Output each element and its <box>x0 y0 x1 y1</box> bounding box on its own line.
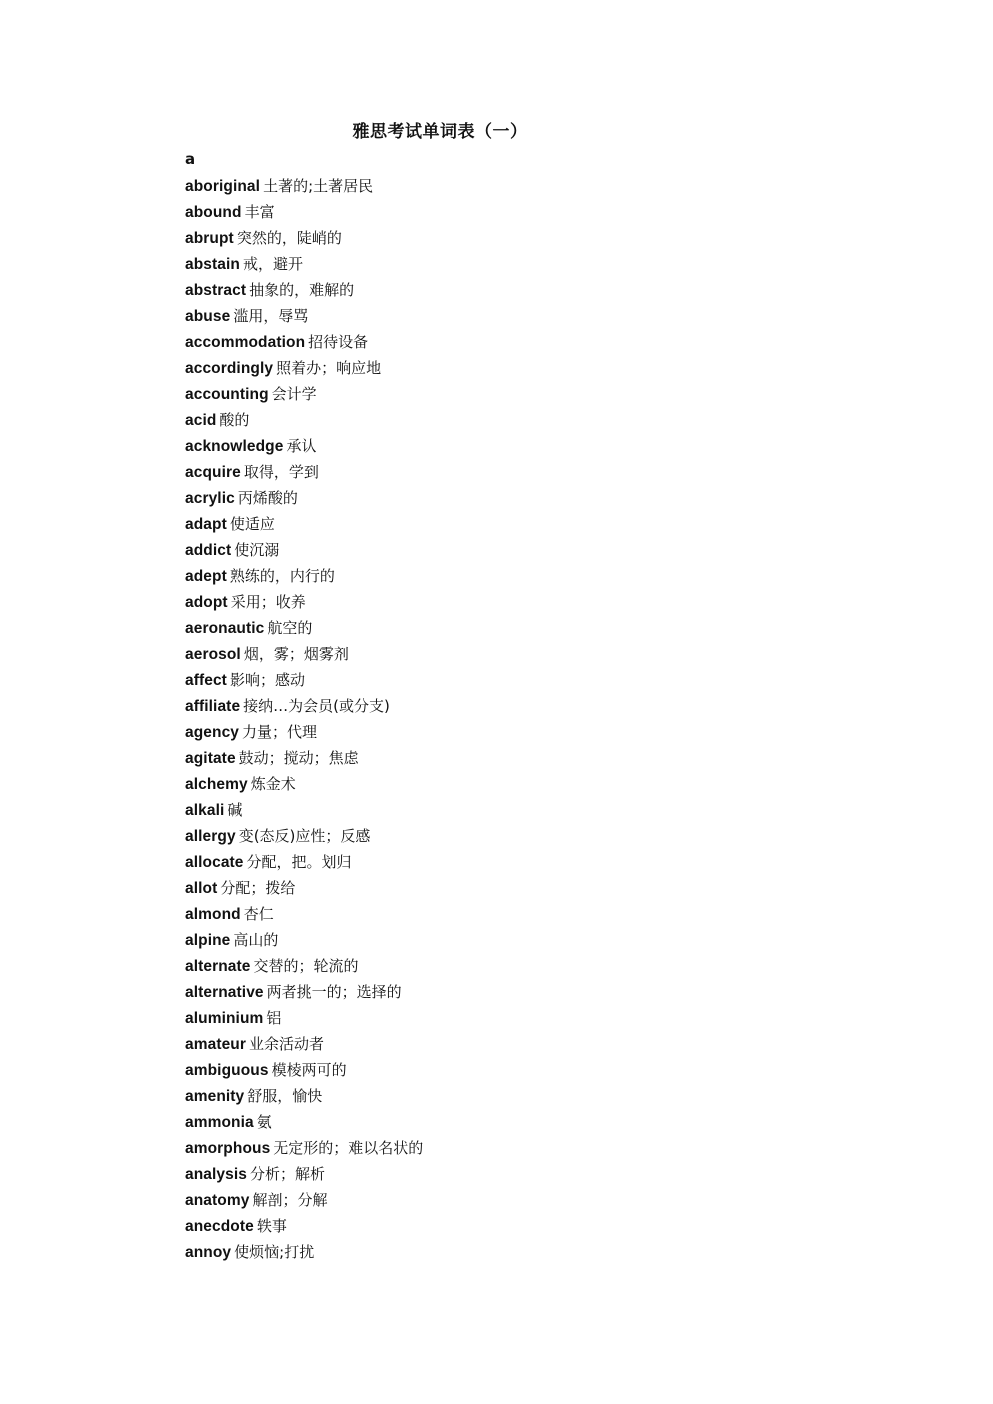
chinese-meaning: 取得，学到 <box>243 463 319 481</box>
vocabulary-entry <box>185 720 423 746</box>
chinese-meaning: 高山的 <box>233 931 279 949</box>
chinese-meaning: 分配；拨给 <box>220 879 296 897</box>
vocabulary-entry <box>185 538 423 564</box>
vocabulary-entry <box>185 1240 423 1266</box>
vocabulary-entry <box>185 902 423 928</box>
vocabulary-entry <box>185 1032 423 1058</box>
vocabulary-entry <box>185 1058 423 1084</box>
headword: amenity <box>185 1088 245 1105</box>
vocabulary-entry <box>185 512 423 538</box>
headword: addict <box>185 542 232 559</box>
vocabulary-entry <box>185 824 423 850</box>
headword: allocate <box>185 854 244 871</box>
headword: adapt <box>185 516 227 533</box>
vocabulary-entry <box>185 668 423 694</box>
chinese-meaning: 酸的 <box>219 411 250 429</box>
vocabulary-entry <box>185 1136 423 1162</box>
headword: allot <box>185 880 218 897</box>
vocabulary-entry <box>185 954 423 980</box>
headword: adopt <box>185 594 228 611</box>
vocabulary-entry <box>185 850 423 876</box>
headword: accommodation <box>185 334 306 351</box>
chinese-meaning: 轶事 <box>256 1217 287 1235</box>
headword: amateur <box>185 1036 247 1053</box>
headword: anatomy <box>185 1192 250 1209</box>
headword: affiliate <box>185 698 241 715</box>
chinese-meaning: 解剖；分解 <box>252 1191 328 1209</box>
chinese-meaning: 使沉溺 <box>234 541 280 559</box>
vocabulary-entry <box>185 304 423 330</box>
headword: alkali <box>185 802 225 819</box>
chinese-meaning: 丙烯酸的 <box>237 489 298 507</box>
chinese-meaning: 力量；代理 <box>242 723 318 741</box>
headword: anecdote <box>185 1218 254 1235</box>
headword: ammonia <box>185 1114 254 1131</box>
section-letter-heading: a <box>185 150 196 168</box>
vocabulary-entry <box>185 1214 423 1240</box>
headword: acrylic <box>185 490 235 507</box>
headword: aeronautic <box>185 620 265 637</box>
headword: analysis <box>185 1166 247 1183</box>
headword: agency <box>185 724 240 741</box>
headword: alchemy <box>185 776 248 793</box>
vocabulary-entry <box>185 1084 423 1110</box>
headword: adept <box>185 568 227 585</box>
headword: acid <box>185 412 217 429</box>
headword: annoy <box>185 1244 232 1261</box>
chinese-meaning: 交替的；轮流的 <box>253 957 359 975</box>
vocabulary-entry <box>185 1006 423 1032</box>
headword: agitate <box>185 750 236 767</box>
headword: amorphous <box>185 1140 271 1157</box>
headword: accounting <box>185 386 269 403</box>
vocabulary-entry <box>185 980 423 1006</box>
vocabulary-entry <box>185 382 423 408</box>
vocabulary-entry <box>185 460 423 486</box>
document-title: 雅思考试单词表（一） <box>352 122 528 142</box>
vocabulary-entry <box>185 226 423 252</box>
vocabulary-entry <box>185 564 423 590</box>
vocabulary-entry <box>185 694 423 720</box>
chinese-meaning: 突然的，陡峭的 <box>236 229 342 247</box>
chinese-meaning: 使烦恼;打扰 <box>234 1243 315 1261</box>
vocabulary-entry <box>185 408 423 434</box>
headword: abuse <box>185 308 231 325</box>
chinese-meaning: 会计学 <box>271 385 317 403</box>
headword: allergy <box>185 828 236 845</box>
vocabulary-entry <box>185 928 423 954</box>
headword: aboriginal <box>185 178 261 195</box>
chinese-meaning: 照着办；响应地 <box>276 359 382 377</box>
chinese-meaning: 接纳…为会员(或分支) <box>243 697 390 715</box>
vocabulary-entry <box>185 876 423 902</box>
vocabulary-entry <box>185 200 423 226</box>
chinese-meaning: 采用；收养 <box>230 593 306 611</box>
vocabulary-entry <box>185 278 423 304</box>
vocabulary-entry <box>185 616 423 642</box>
vocabulary-list <box>185 174 423 1266</box>
vocabulary-entry <box>185 590 423 616</box>
chinese-meaning: 碱 <box>227 801 243 819</box>
headword: abstract <box>185 282 247 299</box>
chinese-meaning: 业余活动者 <box>249 1035 325 1053</box>
chinese-meaning: 烟，雾；烟雾剂 <box>243 645 349 663</box>
vocabulary-entry <box>185 1110 423 1136</box>
chinese-meaning: 滥用，辱骂 <box>233 307 309 325</box>
chinese-meaning: 承认 <box>286 437 317 455</box>
chinese-meaning: 两者挑一的；选择的 <box>266 983 402 1001</box>
headword: abrupt <box>185 230 234 247</box>
headword: acquire <box>185 464 241 481</box>
vocabulary-entry <box>185 642 423 668</box>
headword: abound <box>185 204 242 221</box>
vocabulary-entry <box>185 356 423 382</box>
vocabulary-entry <box>185 174 423 200</box>
headword: alpine <box>185 932 231 949</box>
headword: acknowledge <box>185 438 284 455</box>
vocabulary-entry <box>185 330 423 356</box>
chinese-meaning: 影响；感动 <box>229 671 305 689</box>
chinese-meaning: 丰富 <box>244 203 275 221</box>
vocabulary-entry <box>185 772 423 798</box>
chinese-meaning: 无定形的；难以名状的 <box>273 1139 424 1157</box>
chinese-meaning: 使适应 <box>229 515 275 533</box>
headword: almond <box>185 906 241 923</box>
vocabulary-entry <box>185 1162 423 1188</box>
vocabulary-entry <box>185 252 423 278</box>
chinese-meaning: 杏仁 <box>243 905 274 923</box>
chinese-meaning: 分配，把。划归 <box>246 853 352 871</box>
chinese-meaning: 鼓动；搅动；焦虑 <box>238 749 359 767</box>
chinese-meaning: 变(态反)应性；反感 <box>238 827 371 845</box>
chinese-meaning: 铝 <box>266 1009 282 1027</box>
vocabulary-entry <box>185 746 423 772</box>
chinese-meaning: 分析；解析 <box>249 1165 325 1183</box>
chinese-meaning: 抽象的，难解的 <box>249 281 355 299</box>
headword: affect <box>185 672 227 689</box>
vocabulary-entry <box>185 434 423 460</box>
chinese-meaning: 氨 <box>256 1113 272 1131</box>
headword: alternative <box>185 984 264 1001</box>
headword: accordingly <box>185 360 274 377</box>
chinese-meaning: 熟练的，内行的 <box>229 567 335 585</box>
headword: aluminium <box>185 1010 264 1027</box>
vocabulary-entry <box>185 1188 423 1214</box>
chinese-meaning: 航空的 <box>267 619 313 637</box>
vocabulary-entry <box>185 486 423 512</box>
chinese-meaning: 模棱两可的 <box>271 1061 347 1079</box>
chinese-meaning: 炼金术 <box>250 775 296 793</box>
chinese-meaning: 戒，避开 <box>242 255 303 273</box>
headword: aerosol <box>185 646 241 663</box>
headword: alternate <box>185 958 251 975</box>
chinese-meaning: 土著的;土著居民 <box>263 177 374 195</box>
chinese-meaning: 舒服，愉快 <box>247 1087 323 1105</box>
chinese-meaning: 招待设备 <box>308 333 369 351</box>
headword: abstain <box>185 256 240 273</box>
headword: ambiguous <box>185 1062 269 1079</box>
vocabulary-entry <box>185 798 423 824</box>
